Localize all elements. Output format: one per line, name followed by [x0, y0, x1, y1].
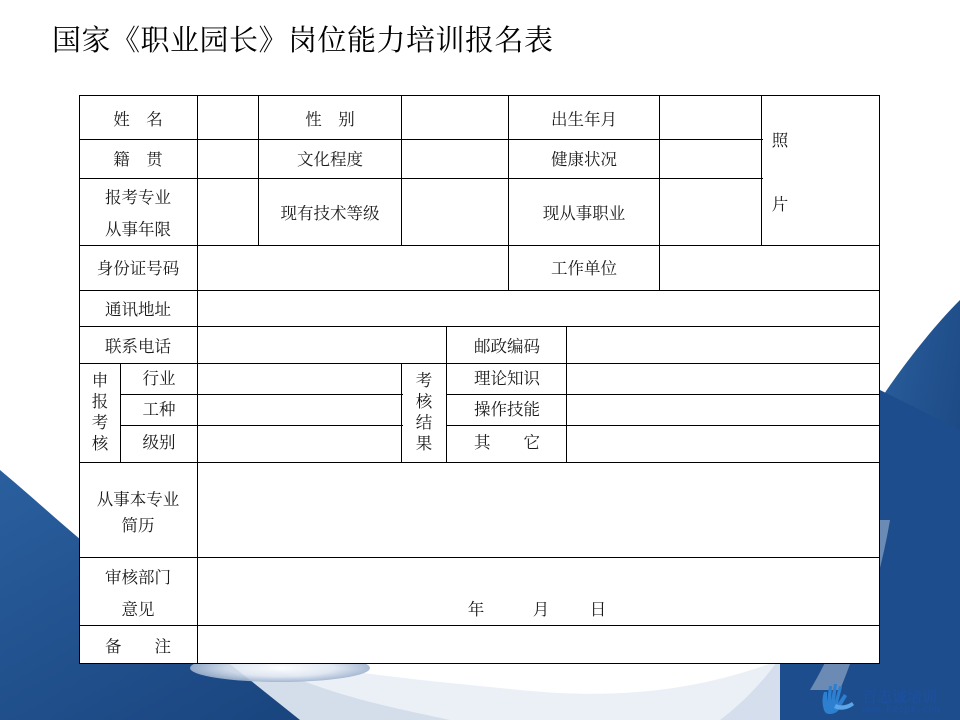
- major-field[interactable]: [198, 179, 257, 245]
- employer-label: 工作单位: [551, 258, 617, 278]
- years-label: 从事年限: [105, 219, 171, 239]
- id-number-field[interactable]: [198, 246, 508, 290]
- review-label-top: 审核部门: [105, 567, 171, 587]
- table-grid-line: [879, 95, 880, 664]
- grade-field[interactable]: [198, 426, 401, 462]
- table-grid-line: [446, 363, 447, 463]
- skill-level-label: 现有技术等级: [280, 203, 380, 223]
- phone-field[interactable]: [198, 327, 446, 363]
- history-field[interactable]: [198, 463, 878, 557]
- date-year-label: 年: [467, 599, 485, 619]
- postcode-field[interactable]: [567, 327, 878, 363]
- date-month-label: 月: [532, 599, 550, 619]
- brand-name: 百志诚培训: [862, 688, 938, 706]
- current-job-label: 现从事职业: [542, 203, 626, 223]
- trade-field[interactable]: [198, 395, 401, 425]
- other-result-field[interactable]: [567, 426, 878, 462]
- id-number-label: 身份证号码: [96, 258, 180, 278]
- table-grid-line: [79, 663, 880, 664]
- practice-result-field[interactable]: [567, 395, 878, 425]
- employer-field[interactable]: [660, 246, 878, 290]
- industry-label: 行业: [142, 368, 176, 388]
- remarks-field[interactable]: [198, 626, 878, 662]
- grade-label: 级别: [142, 432, 176, 452]
- photo-field[interactable]: [762, 96, 878, 245]
- hand-logo-icon: [818, 680, 858, 716]
- table-grid-line: [258, 95, 259, 246]
- skill-level-field[interactable]: [402, 179, 508, 245]
- theory-result-field[interactable]: [567, 364, 878, 394]
- photo-label-bottom: 片: [771, 194, 789, 214]
- remarks-label: 备 注: [105, 636, 171, 656]
- industry-field[interactable]: [198, 364, 401, 394]
- current-job-field[interactable]: [660, 179, 761, 245]
- other-label: 其 它: [474, 432, 540, 452]
- assessment-result-label: 考核结果: [415, 371, 433, 453]
- page-title: 国家《职业园长》岗位能力培训报名表: [52, 23, 554, 57]
- date-day-label: 日: [589, 599, 607, 619]
- phone-label: 联系电话: [105, 336, 171, 356]
- birth-date-field[interactable]: [660, 96, 761, 139]
- major-label: 报考专业: [105, 187, 171, 207]
- table-grid-line: [79, 95, 80, 664]
- postcode-label: 邮政编码: [474, 336, 540, 356]
- brand-url: www.bzcpx.com: [862, 704, 941, 715]
- address-field[interactable]: [198, 291, 878, 326]
- address-label: 通讯地址: [105, 299, 171, 319]
- health-field[interactable]: [660, 140, 761, 178]
- trade-label: 工种: [142, 399, 176, 419]
- theory-label: 理论知识: [474, 368, 540, 388]
- education-label: 文化程度: [297, 149, 363, 169]
- native-place-label: 籍 贯: [113, 149, 163, 169]
- name-field[interactable]: [198, 96, 257, 139]
- brand-logo: [818, 680, 950, 718]
- gender-field[interactable]: [402, 96, 508, 139]
- table-grid-line: [446, 326, 447, 364]
- practice-label: 操作技能: [474, 399, 540, 419]
- health-label: 健康状况: [551, 149, 617, 169]
- table-grid-line: [401, 363, 402, 463]
- history-label-top: 从事本专业: [96, 489, 180, 509]
- gender-label: 性 别: [305, 109, 355, 129]
- history-label-bottom: 简历: [121, 515, 155, 535]
- native-place-field[interactable]: [198, 140, 257, 178]
- review-label-bottom: 意见: [121, 599, 155, 619]
- table-grid-line: [120, 363, 121, 463]
- education-field[interactable]: [402, 140, 508, 178]
- table-grid-line: [508, 95, 509, 291]
- birth-date-label: 出生年月: [551, 109, 617, 129]
- name-label: 姓 名: [113, 109, 163, 129]
- apply-assessment-label: 申报考核: [91, 371, 109, 453]
- photo-label-top: 照: [771, 130, 789, 150]
